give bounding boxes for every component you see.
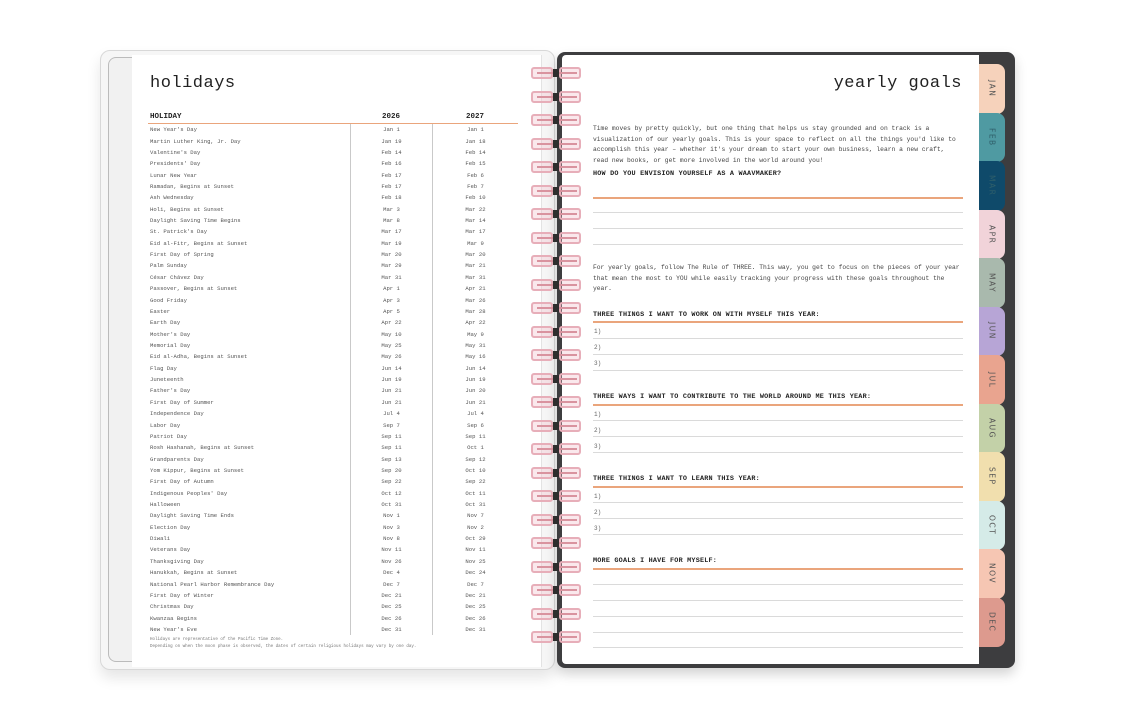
table-row	[148, 578, 518, 589]
table-row	[148, 328, 518, 339]
holiday-name-cell: New Year's Eve	[150, 625, 197, 633]
date-2026-cell: Nov 8	[350, 533, 432, 544]
date-2026-cell: Jul 4	[350, 408, 432, 419]
date-2027-cell: Feb 15	[432, 158, 518, 169]
table-row	[148, 397, 518, 408]
date-2027-cell: Mar 17	[432, 226, 518, 237]
table-row	[148, 192, 518, 203]
header-holiday: HOLIDAY	[150, 112, 182, 121]
table-row	[148, 488, 518, 499]
month-tab-may[interactable]	[979, 258, 1005, 308]
date-2027-cell: Mar 31	[432, 272, 518, 283]
spiral-ring	[529, 137, 585, 151]
spiral-ring	[529, 301, 585, 315]
date-2026-cell: Apr 22	[350, 317, 432, 328]
holiday-name-cell: Passover, Begins at Sunset	[150, 285, 238, 293]
holiday-name-cell: Father's Day	[150, 387, 191, 395]
holiday-name-cell: Daylight Saving Time Ends	[150, 512, 234, 520]
table-row	[148, 181, 518, 192]
date-2027-cell: Mar 14	[432, 215, 518, 226]
date-2027-cell: Dec 7	[432, 578, 518, 589]
header-2027: 2027	[465, 112, 484, 121]
holiday-name-cell: First Day of Winter	[150, 591, 214, 599]
spiral-ring	[529, 536, 585, 550]
table-row	[148, 306, 518, 317]
date-2027-cell: Feb 14	[432, 147, 518, 158]
section-rule	[593, 404, 963, 406]
date-2026-cell: Oct 31	[350, 499, 432, 510]
date-2026-cell: May 25	[350, 340, 432, 351]
date-2026-cell: Nov 1	[350, 510, 432, 521]
holiday-name-cell: Yom Kippur, Begins at Sunset	[150, 466, 244, 474]
write-line[interactable]	[593, 370, 963, 371]
holiday-name-cell: Memorial Day	[150, 342, 191, 349]
date-2026-cell: Apr 3	[350, 294, 432, 305]
section-heading-more-goals: MORE GOALS I HAVE FOR MYSELF:	[593, 557, 718, 565]
table-row	[148, 499, 518, 510]
spiral-ring	[529, 560, 585, 574]
holiday-name-cell: Veterans Day	[150, 546, 191, 554]
month-tab-nov[interactable]	[979, 549, 1005, 599]
holiday-name-cell: Rosh Hashanah, Begins at Sunset	[150, 444, 255, 452]
month-tab-label: DEC	[987, 612, 997, 633]
spiral-ring	[529, 90, 585, 104]
holiday-name-cell: Daylight Saving Time Begins	[150, 217, 241, 225]
date-2026-cell: Mar 17	[350, 226, 432, 237]
item-number: 1)	[594, 411, 602, 418]
date-2027-cell: Mar 20	[432, 249, 518, 260]
question-envision: HOW DO YOU ENVISION YOURSELF AS A WAAVMAKER?	[593, 170, 782, 178]
date-2027-cell: Nov 7	[432, 510, 518, 521]
month-tab-jun[interactable]	[979, 307, 1005, 357]
date-2027-cell: May 31	[432, 340, 518, 351]
date-2027-cell: Oct 31	[432, 499, 518, 510]
holiday-name-cell: Patriot Day	[150, 432, 187, 440]
envision-write-line[interactable]	[593, 244, 963, 245]
holiday-name-cell: César Chávez Day	[150, 273, 204, 281]
write-line[interactable]	[593, 338, 963, 339]
table-row	[148, 294, 518, 305]
holiday-name-cell: Flag Day	[150, 364, 177, 372]
holiday-name-cell: Palm Sunday	[150, 262, 187, 270]
table-row	[148, 283, 518, 294]
table-row	[148, 612, 518, 623]
holiday-name-cell: Eid al-Adha, Begins at Sunset	[150, 353, 248, 361]
table-row	[148, 238, 518, 249]
spiral-binding	[529, 66, 585, 666]
date-2026-cell: Oct 12	[350, 488, 432, 499]
table-row	[148, 453, 518, 464]
month-tab-apr[interactable]	[979, 210, 1005, 260]
date-2027-cell: Nov 25	[432, 556, 518, 567]
month-tab-label: JUL	[987, 371, 997, 388]
holiday-name-cell: Diwali	[150, 535, 171, 543]
table-row	[148, 544, 518, 555]
holiday-name-cell: Ash Wednesday	[150, 194, 194, 202]
item-number: 3)	[594, 525, 602, 532]
date-2026-cell: Sep 13	[350, 453, 432, 464]
holiday-name-cell: Earth Day	[150, 319, 181, 327]
write-line[interactable]	[593, 600, 963, 601]
spiral-ring	[529, 466, 585, 480]
date-2027-cell: Oct 1	[432, 442, 518, 453]
table-row	[148, 124, 518, 135]
month-tab-label: SEP	[987, 467, 997, 487]
table-row	[148, 351, 518, 362]
date-2026-cell: Jun 19	[350, 374, 432, 385]
holiday-name-cell: Indigenous Peoples' Day	[150, 489, 228, 497]
section-rule	[593, 486, 963, 488]
date-2027-cell: Feb 7	[432, 181, 518, 192]
month-tab-label: MAY	[987, 272, 997, 293]
spiral-ring	[529, 254, 585, 268]
table-row	[148, 135, 518, 146]
holiday-name-cell: Halloween	[150, 501, 181, 509]
write-line[interactable]	[593, 420, 963, 421]
date-2026-cell: Mar 3	[350, 204, 432, 215]
date-2026-cell: Dec 7	[350, 578, 432, 589]
table-row	[148, 533, 518, 544]
date-2027-cell: Jun 19	[432, 374, 518, 385]
date-2027-cell: Mar 9	[432, 238, 518, 249]
write-line[interactable]	[593, 502, 963, 503]
date-2027-cell: Jun 14	[432, 363, 518, 374]
holiday-name-cell: Hanukkah, Begins at Sunset	[150, 569, 238, 577]
holiday-name-cell: Presidents' Day	[150, 160, 201, 168]
spiral-ring	[529, 184, 585, 198]
holiday-name-cell: Holi, Begins at Sunset	[150, 205, 224, 213]
table-row	[148, 442, 518, 453]
date-2027-cell: Sep 11	[432, 431, 518, 442]
table-row	[148, 476, 518, 487]
table-row	[148, 226, 518, 237]
date-2027-cell: Sep 6	[432, 419, 518, 430]
spiral-ring	[529, 348, 585, 362]
holiday-name-cell: First Day of Spring	[150, 251, 214, 259]
section-rule	[593, 321, 963, 323]
date-2027-cell: Jan 18	[432, 135, 518, 146]
item-number: 1)	[594, 493, 602, 500]
write-line[interactable]	[593, 436, 963, 437]
table-row	[148, 567, 518, 578]
table-row	[148, 419, 518, 430]
date-2027-cell: Dec 26	[432, 612, 518, 623]
table-row	[148, 522, 518, 533]
holiday-name-cell: First Day of Autumn	[150, 478, 214, 486]
month-tab-label: MAR	[987, 175, 997, 197]
table-row	[148, 510, 518, 521]
date-2026-cell: Jun 21	[350, 397, 432, 408]
date-2027-cell: Mar 26	[432, 294, 518, 305]
date-2026-cell: Jan 19	[350, 135, 432, 146]
spiral-ring	[529, 207, 585, 221]
holiday-name-cell: Mother's Day	[150, 330, 191, 338]
spiral-ring	[529, 395, 585, 409]
month-tab-feb[interactable]	[979, 113, 1005, 163]
table-row	[148, 465, 518, 476]
date-2027-cell: Apr 22	[432, 317, 518, 328]
holiday-name-cell: Juneteenth	[150, 376, 184, 384]
month-tab-oct[interactable]	[979, 501, 1005, 551]
date-2026-cell: Feb 16	[350, 158, 432, 169]
holiday-name-cell: Kwanzaa Begins	[150, 614, 197, 622]
date-2027-cell: Apr 21	[432, 283, 518, 294]
date-2026-cell: Dec 26	[350, 612, 432, 623]
table-row	[148, 169, 518, 180]
holiday-name-cell: Easter	[150, 307, 171, 315]
write-line[interactable]	[593, 534, 963, 535]
rule-of-three-paragraph: For yearly goals, follow The Rule of THREE. This way, you get to focus on the pieces of your year that mean the most to YOU while easily tracking your progress with these goals throughout the year.	[593, 264, 960, 292]
write-line[interactable]	[593, 518, 963, 519]
spiral-ring	[529, 372, 585, 386]
date-2026-cell: Sep 22	[350, 476, 432, 487]
item-number: 1)	[594, 328, 602, 335]
month-tab-mar[interactable]	[979, 161, 1005, 211]
date-2027-cell: Mar 21	[432, 260, 518, 271]
date-2026-cell: Sep 11	[350, 431, 432, 442]
date-2026-cell: Jan 1	[350, 124, 432, 135]
spiral-ring	[529, 66, 585, 80]
date-2027-cell: Oct 29	[432, 533, 518, 544]
table-row	[148, 374, 518, 385]
footnote-line-2: Depending on when the moon phase is observed, the dates of certain religious holidays may vary by one day.	[150, 645, 417, 649]
header-2026: 2026	[381, 112, 400, 121]
month-tab-label: OCT	[987, 515, 997, 536]
date-2026-cell: Feb 18	[350, 192, 432, 203]
date-2027-cell: Nov 2	[432, 522, 518, 533]
date-2027-cell: Oct 11	[432, 488, 518, 499]
spiral-ring	[529, 607, 585, 621]
date-2027-cell: Dec 31	[432, 624, 518, 635]
date-2027-cell: Oct 10	[432, 465, 518, 476]
date-2027-cell: Mar 22	[432, 204, 518, 215]
month-tab-aug[interactable]	[979, 404, 1005, 454]
spiral-ring	[529, 442, 585, 456]
holidays-table	[148, 110, 518, 635]
month-tab-label: FEB	[987, 127, 997, 147]
date-2026-cell: Feb 14	[350, 147, 432, 158]
intro-paragraph: Time moves by pretty quickly, but one thing that helps us stay grounded and on track is a visualization of our yearly goals. This is your space to reflect on all the things you'd like to accomplish this year – whether it's your dream to start your own business, learn a new craft, read new books, or get more involved in the world around you!	[593, 125, 956, 164]
table-row	[148, 556, 518, 567]
date-2027-cell: Sep 12	[432, 453, 518, 464]
table-row	[148, 624, 518, 635]
item-number: 3)	[594, 443, 602, 450]
date-2026-cell: Feb 17	[350, 181, 432, 192]
date-2026-cell: Dec 21	[350, 590, 432, 601]
write-line[interactable]	[593, 452, 963, 453]
date-2027-cell: Jul 4	[432, 408, 518, 419]
date-2027-cell: Jun 21	[432, 397, 518, 408]
table-row	[148, 431, 518, 442]
table-row	[148, 363, 518, 374]
holiday-name-cell: Labor Day	[150, 421, 181, 429]
date-2026-cell: Feb 17	[350, 169, 432, 180]
spiral-ring	[529, 419, 585, 433]
date-2027-cell: Sep 22	[432, 476, 518, 487]
envision-heading-rule	[593, 197, 963, 199]
date-2026-cell: Mar 31	[350, 272, 432, 283]
section-heading-work-on-myself: THREE THINGS I WANT TO WORK ON WITH MYSELF THIS YEAR:	[593, 311, 820, 319]
holidays-footnote	[150, 637, 416, 651]
date-2026-cell: Nov 26	[350, 556, 432, 567]
month-tab-label: JUN	[987, 322, 997, 341]
table-row	[148, 408, 518, 419]
date-2027-cell: Dec 25	[432, 601, 518, 612]
spiral-ring	[529, 489, 585, 503]
holiday-name-cell: Independence Day	[150, 410, 204, 418]
table-row	[148, 260, 518, 271]
envision-write-line[interactable]	[593, 212, 963, 213]
table-row	[148, 590, 518, 601]
month-tab-label: APR	[987, 224, 997, 244]
month-tab-label: NOV	[987, 563, 997, 585]
page-title-yearly-goals: yearly goals	[833, 74, 962, 93]
spiral-ring	[529, 583, 585, 597]
month-tab-jan[interactable]	[979, 64, 1005, 114]
month-tab-sep[interactable]	[979, 452, 1005, 502]
table-row	[148, 204, 518, 215]
month-tab-jul[interactable]	[979, 355, 1005, 405]
date-2027-cell: Feb 6	[432, 169, 518, 180]
write-line[interactable]	[593, 584, 963, 585]
date-2027-cell: Dec 24	[432, 567, 518, 578]
holiday-name-cell: Valentine's Day	[150, 148, 201, 156]
holiday-name-cell: Christmas Day	[150, 603, 194, 611]
holiday-name-cell: Lunar New Year	[150, 171, 197, 179]
holiday-name-cell: Eid al-Fitr, Begins at Sunset	[150, 239, 248, 247]
date-2027-cell: Feb 10	[432, 192, 518, 203]
holiday-name-cell: Good Friday	[150, 296, 187, 304]
section-rule	[593, 568, 963, 570]
spiral-ring	[529, 113, 585, 127]
date-2026-cell: Mar 19	[350, 238, 432, 249]
holiday-name-cell: Grandparents Day	[150, 455, 204, 463]
write-line[interactable]	[593, 354, 963, 355]
date-2026-cell: Mar 8	[350, 215, 432, 226]
table-row	[148, 272, 518, 283]
date-2026-cell: Mar 20	[350, 249, 432, 260]
item-number: 2)	[594, 427, 602, 434]
holiday-name-cell: Thanksgiving Day	[150, 557, 204, 565]
holiday-name-cell: New Year's Day	[150, 126, 197, 134]
page-title-holidays: holidays	[150, 74, 236, 93]
date-2027-cell: Dec 21	[432, 590, 518, 601]
date-2026-cell: Dec 31	[350, 624, 432, 635]
date-2027-cell: May 16	[432, 351, 518, 362]
table-row	[148, 601, 518, 612]
envision-write-line[interactable]	[593, 228, 963, 229]
table-row	[148, 158, 518, 169]
date-2026-cell: May 10	[350, 328, 432, 339]
item-number: 2)	[594, 509, 602, 516]
date-2026-cell: Apr 1	[350, 283, 432, 294]
date-2026-cell: Nov 11	[350, 544, 432, 555]
date-2026-cell: Sep 7	[350, 419, 432, 430]
holiday-name-cell: First Day of Summer	[150, 398, 214, 406]
write-line[interactable]	[593, 647, 963, 648]
month-tab-label: JAN	[987, 80, 997, 98]
footnote-line-1: Holidays are representative of the Pacific Time Zone.	[150, 638, 284, 642]
date-2027-cell: Mar 28	[432, 306, 518, 317]
date-2027-cell: Nov 11	[432, 544, 518, 555]
date-2026-cell: Dec 25	[350, 601, 432, 612]
holiday-name-cell: Ramadan, Begins at Sunset	[150, 182, 234, 190]
spiral-ring	[529, 630, 585, 644]
date-2026-cell: Apr 5	[350, 306, 432, 317]
section-heading-contribute: THREE WAYS I WANT TO CONTRIBUTE TO THE WORLD AROUND ME THIS YEAR:	[593, 393, 872, 401]
holiday-name-cell: National Pearl Harbor Remembrance Day	[150, 580, 275, 588]
item-number: 3)	[594, 360, 602, 367]
date-2026-cell: Nov 3	[350, 522, 432, 533]
date-2026-cell: Jun 21	[350, 385, 432, 396]
table-row	[148, 317, 518, 328]
table-row	[148, 249, 518, 260]
month-tab-label: AUG	[987, 417, 997, 439]
write-line[interactable]	[593, 632, 963, 633]
month-tab-dec[interactable]	[979, 598, 1005, 648]
date-2026-cell: Mar 29	[350, 260, 432, 271]
write-line[interactable]	[593, 616, 963, 617]
table-row	[148, 147, 518, 158]
table-row	[148, 215, 518, 226]
spiral-ring	[529, 513, 585, 527]
table-row	[148, 385, 518, 396]
holiday-name-cell: Martin Luther King, Jr. Day	[150, 137, 241, 145]
date-2026-cell: Dec 4	[350, 567, 432, 578]
table-body	[148, 124, 518, 635]
date-2027-cell: May 9	[432, 328, 518, 339]
date-2027-cell: Jan 1	[432, 124, 518, 135]
holiday-name-cell: St. Patrick's Day	[150, 228, 208, 236]
item-number: 2)	[594, 344, 602, 351]
table-row	[148, 340, 518, 351]
date-2026-cell: May 26	[350, 351, 432, 362]
table-header	[148, 110, 518, 124]
spiral-ring	[529, 278, 585, 292]
date-2026-cell: Jun 14	[350, 363, 432, 374]
section-heading-learn: THREE THINGS I WANT TO LEARN THIS YEAR:	[593, 475, 760, 483]
spiral-ring	[529, 325, 585, 339]
spiral-ring	[529, 160, 585, 174]
spiral-ring	[529, 231, 585, 245]
holiday-name-cell: Election Day	[150, 523, 191, 531]
date-2027-cell: Jun 20	[432, 385, 518, 396]
date-2026-cell: Sep 20	[350, 465, 432, 476]
date-2026-cell: Sep 11	[350, 442, 432, 453]
